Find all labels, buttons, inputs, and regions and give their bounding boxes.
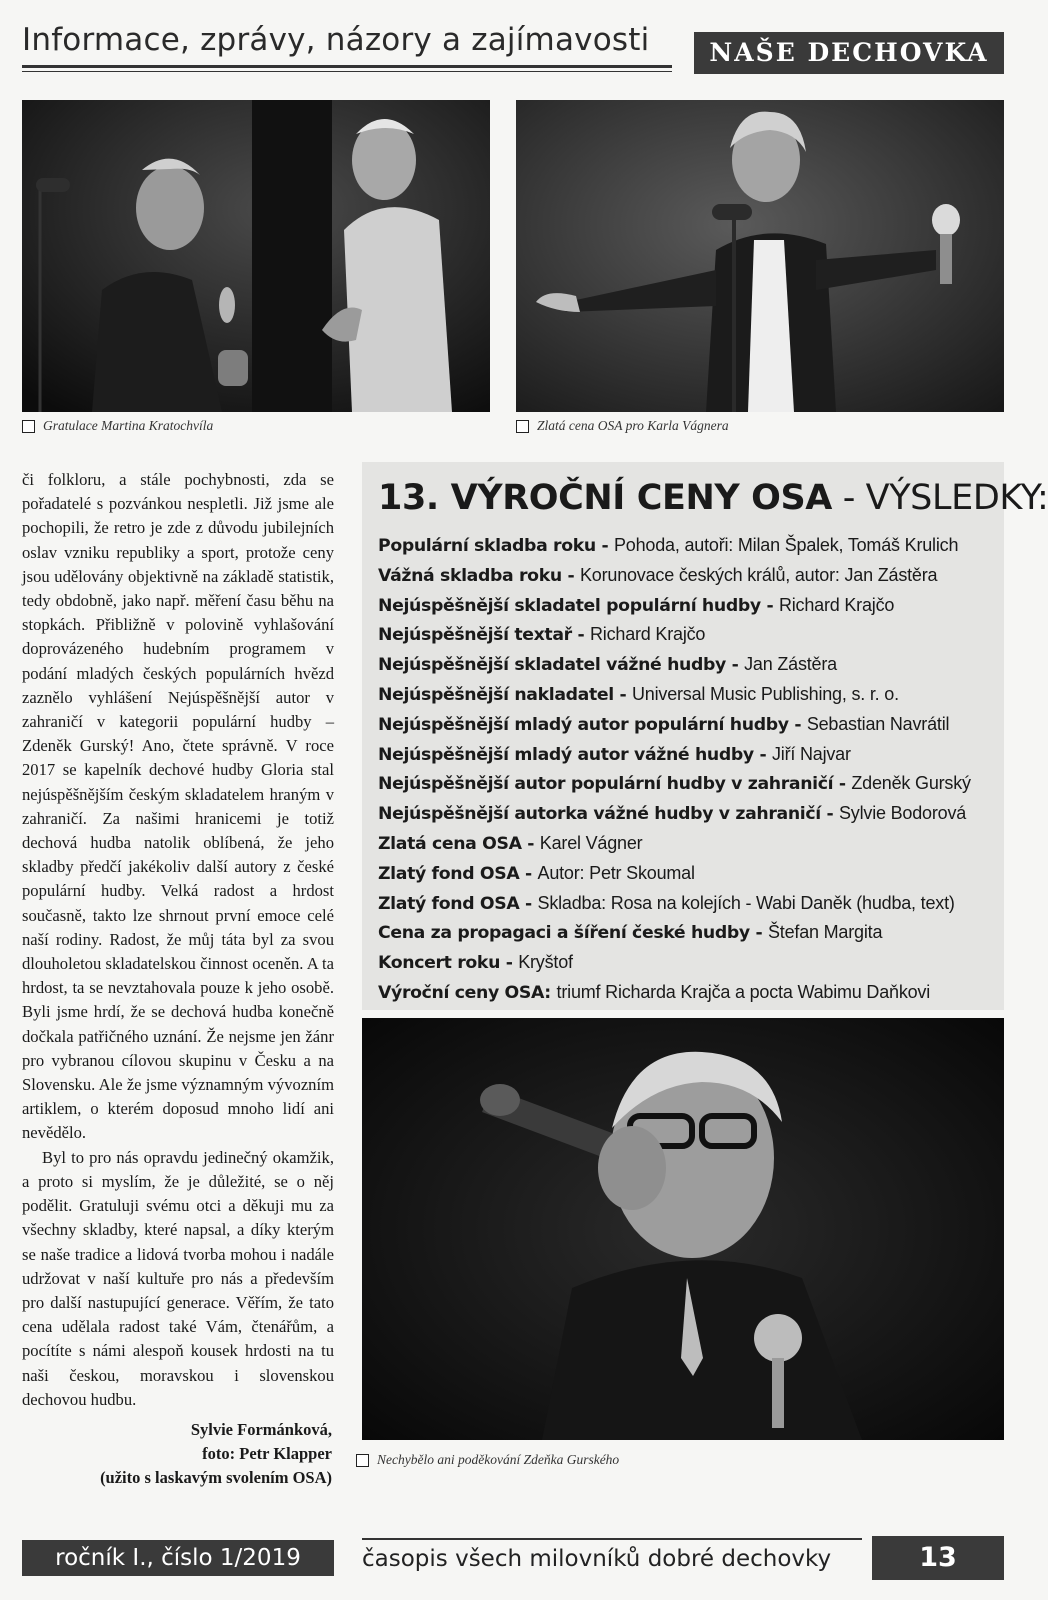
results-title-sub: - VÝSLEDKY: [831, 478, 1048, 518]
result-separator: - [749, 923, 768, 944]
result-value: Sebastian Navrátil [806, 713, 950, 734]
result-separator: - [519, 863, 538, 884]
result-item [378, 620, 1002, 650]
caption-text: Gratulace Martina Kratochvíla [43, 418, 214, 433]
result-separator: - [820, 804, 839, 825]
result-category: Nejúspěšnější nakladatel [378, 684, 614, 705]
result-item [378, 591, 1002, 621]
result-separator: - [561, 565, 580, 586]
signature-author: Sylvie Formánková, [190, 1420, 332, 1439]
result-item [378, 859, 1002, 889]
result-value: Zdeněk Gurský [851, 773, 971, 794]
article-body [22, 468, 334, 1412]
result-item [378, 889, 1002, 919]
result-value: Jiří Najvar [771, 743, 851, 764]
result-separator: - [521, 833, 540, 854]
result-item [378, 829, 1002, 859]
result-category: Zlatá cena OSA [378, 833, 522, 854]
result-item [378, 740, 1002, 770]
header-rule [22, 65, 672, 68]
photo-gratulace [22, 100, 490, 412]
signature-note: (užito s laskavým svolením OSA) [100, 1468, 332, 1487]
caption-bullet-icon [516, 420, 529, 433]
result-value: Karel Vágner [539, 832, 643, 853]
result-category: Nejúspěšnější mladý autor populární hudby [378, 714, 789, 735]
result-separator: - [725, 655, 745, 676]
caption-gratulace [22, 418, 213, 434]
result-category: Nejúspěšnější mladý autor vážné hudby [378, 744, 754, 765]
caption-bullet-icon [22, 420, 35, 433]
article-paragraph: Byl to pro nás opravdu jedinečný okamžik, a proto si myslím, že je důležité, se o něj podělit. Gratuluji svému otci a děkuji mu za všechny skladby, které napsal, a díky kterým se naše tradice a lidová tvorba mohou i nadále udržovat v naší kultuře pro nás a především pro další nastupující generace. Věřím, že tato cena udělala radost také Vám, čtenářům, a pocítíte s námi alespoň kousek hrdosti na tu naši českou, moravskou i slovenskou dechovou hudbu. [22, 1147, 334, 1409]
result-category: Zlatý fond OSA [378, 863, 520, 884]
result-category: Koncert roku [378, 953, 501, 974]
result-value: Pohoda, autoři: Milan Špalek, Tomáš Krulich [614, 535, 959, 555]
result-value: Sylvie Bodorová [838, 803, 967, 824]
result-value: triumf Richarda Krajča a pocta Wabimu Daňkovi [556, 981, 931, 1002]
caption-zlata-cena [516, 418, 729, 434]
result-item [378, 650, 1002, 680]
result-separator: - [595, 536, 614, 556]
article-signature [22, 1418, 332, 1490]
result-item [378, 680, 1002, 710]
section-title: Informace, zprávy, názory a zajímavosti [22, 22, 650, 58]
footer-rule [362, 1538, 862, 1540]
caption-bullet-icon [356, 1454, 369, 1467]
result-value: Richard Krajčo [778, 594, 895, 615]
result-category: Populární skladba roku [378, 536, 596, 556]
result-item [378, 978, 1002, 1008]
result-category: Zlatý fond OSA [378, 893, 520, 914]
result-value: Skladba: Rosa na kolejích - Wabi Daněk (hudba, text) [537, 892, 955, 913]
footer-tagline: časopis všech milovníků dobré dechovky [362, 1546, 832, 1572]
result-value: Korunovace českých králů, autor: Jan Zástěra [579, 564, 938, 585]
result-item [378, 799, 1002, 829]
result-item [378, 710, 1002, 740]
result-item [378, 531, 1002, 561]
result-category: Cena za propagaci a šíření české hudby [378, 923, 750, 944]
result-separator: - [500, 953, 519, 974]
result-separator: - [613, 684, 632, 705]
page-number: 13 [872, 1536, 1004, 1580]
header-rule-thin [22, 71, 672, 72]
results-title [378, 478, 1048, 518]
result-separator: - [519, 893, 538, 914]
signature-photo-credit: foto: Petr Klapper [202, 1444, 332, 1463]
article-paragraph: či folkloru, a stále pochybnosti, zda se pořadatelé s pozvánkou nespletli. Již jsme ale pochopili, že retro je zde z důvodu jubilejních oslav vzniku republiky a sport, protože ceny jsou udělovány objektivně na základě statistik, tedy obdobně, jako např. měření času běhu na stopkách. Přibližně v polovině vyhlašování doprovázeného hudebním programem v podání mladých českých populárních hvězd zaznělo vyhlášení Nejúspěšnější autor v zahraničí v kategorii populární hudby – Zdeněk Gurský! Ano, čtete správně. V roce 2017 se kapelník dechové hudby Gloria stal nejúspěšnějším českým skladatelem hraným v zahraničí. Za našimi hranicemi je totiž dechová hudba natolik oblíbená, že jeho skladby předčí jakékoliv další autory z české populární hudby. Velká radost a hrdost současně, takto lze shrnout první emoce celé naší rodiny. Radost, že můj táta byl za svou dlouholetou skladatelskou činnost oceněn. A ta hrdost, ta se nevztahovala pouze k jeho osobě. Byli jsme hrdí, že se dechová hudba konečně dočkala patřičného uznání. Že nejsme jen žánr pro vybranou cílovou skupinu v Česku a na Slovensku. Ale že jsme významným vývozním artiklem, o kterém doposud mnoho lidí ani nevědělo. [22, 470, 334, 1143]
result-item [378, 918, 1002, 948]
result-category: Nejúspěšnější skladatel populární hudby [378, 595, 761, 616]
masthead: NAŠE DECHOVKA [694, 32, 1004, 74]
photo-gursky [362, 1018, 1004, 1440]
result-value: Štefan Margita [768, 922, 883, 943]
result-category: Nejúspěšnější skladatel vážné hudby [378, 655, 726, 676]
result-item [378, 769, 1002, 799]
caption-text: Zlatá cena OSA pro Karla Vágnera [537, 418, 729, 433]
result-item [378, 561, 1002, 591]
result-separator: - [760, 595, 779, 616]
result-separator: - [788, 714, 807, 735]
photo-zlata-cena [516, 100, 1004, 412]
caption-text: Nechybělo ani poděkování Zdeňka Gurského [377, 1452, 620, 1467]
result-category: Výroční ceny OSA: [378, 982, 551, 1003]
result-category: Vážná skladba roku [378, 565, 562, 586]
caption-gursky [356, 1452, 619, 1468]
result-category: Nejúspěšnější autor populární hudby v zahraničí [378, 774, 834, 795]
result-value: Kryštof [518, 952, 573, 973]
result-value: Jan Zástěra [744, 654, 837, 675]
result-category: Nejúspěšnější textař [378, 625, 572, 646]
result-value: Universal Music Publishing, s. r. o. [631, 683, 899, 704]
issue-label: ročník I., číslo 1/2019 [22, 1540, 334, 1576]
result-value: Autor: Petr Skoumal [537, 862, 695, 883]
results-list [378, 531, 1002, 1008]
result-separator: - [833, 774, 852, 795]
result-item [378, 948, 1002, 978]
result-value: Richard Krajčo [589, 624, 706, 645]
result-category: Nejúspěšnější autorka vážné hudby v zahraničí [378, 804, 821, 825]
result-separator: - [753, 744, 772, 765]
results-title-main: 13. VÝROČNÍ CENY OSA [378, 478, 832, 518]
result-separator: - [571, 625, 590, 646]
